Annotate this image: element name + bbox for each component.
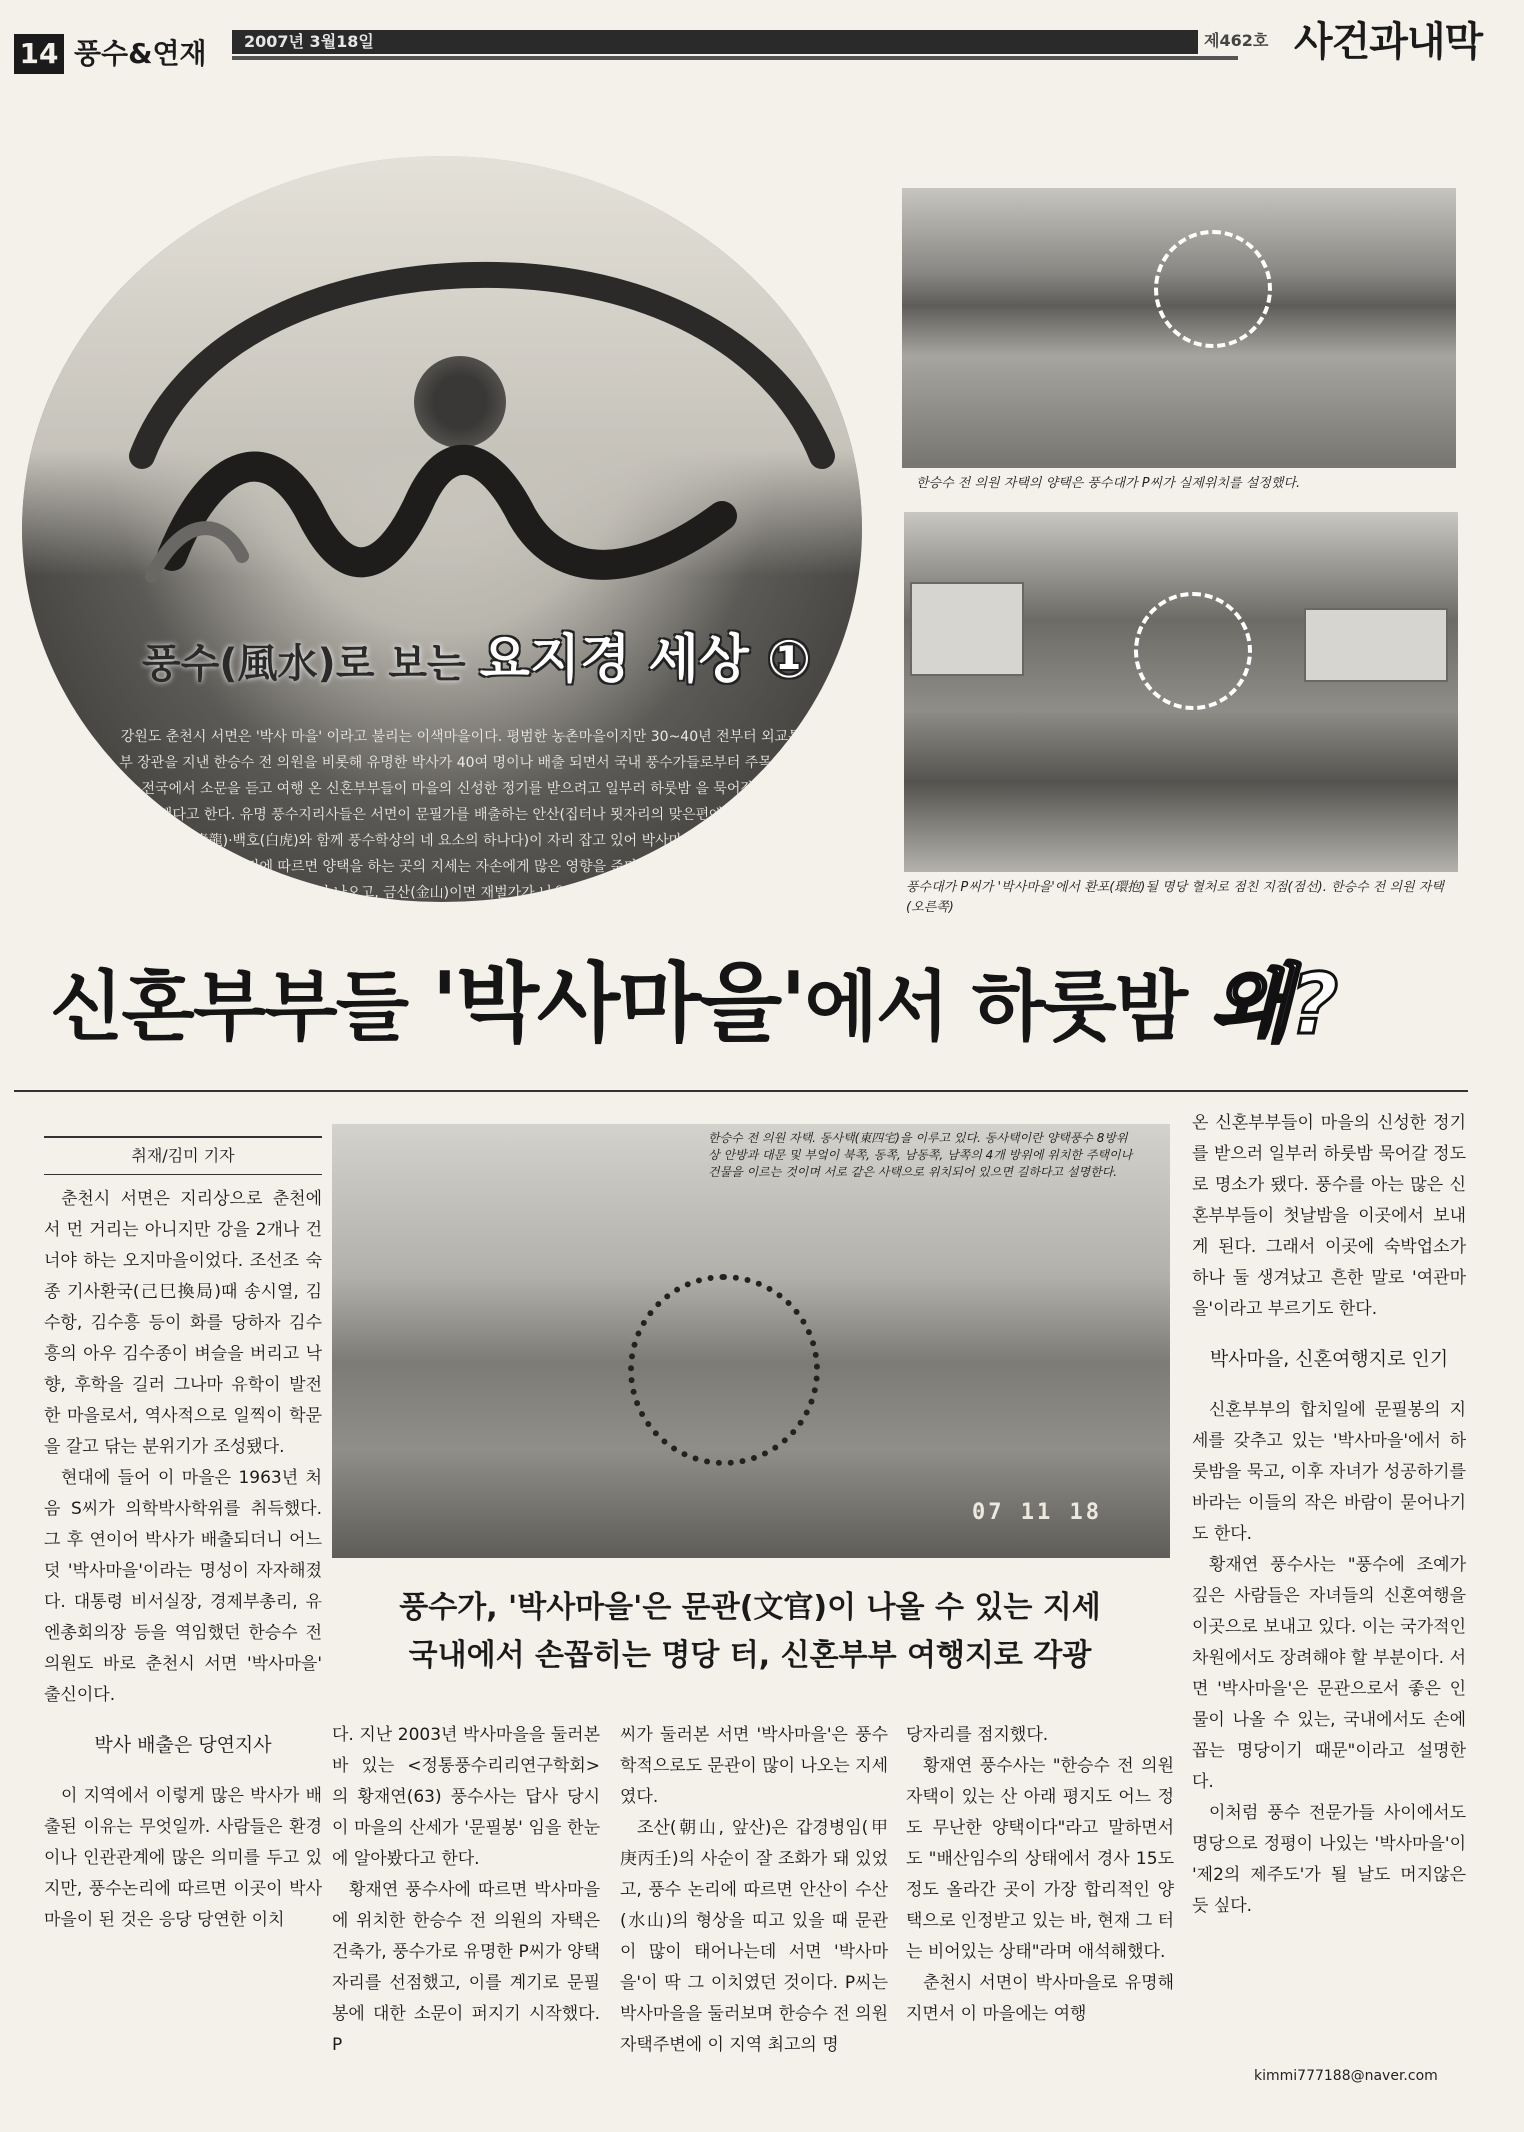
header-rule — [232, 30, 1238, 54]
building-left — [910, 582, 1024, 676]
article-column-4 — [906, 1720, 1174, 2030]
headline-rule — [14, 1090, 1468, 1092]
article-column-5 — [1192, 1108, 1466, 1922]
headline-part1: 신혼부부들 — [50, 962, 408, 1051]
paragraph: 현대에 들어 이 마을은 1963년 처음 S씨가 의학박사학위를 취득했다. 그 후 연이어 박사가 배출되더니 어느덧 '박사마을'이라는 명성이 자자해졌다. 대통령 비서실장, 경제부총리, 유엔총회의장 등을 역임했던 한승수 전 의원도 바로 춘천시 서면 '박사마을' 출신이다. — [44, 1468, 322, 1705]
photo-riverside-view — [332, 1124, 1170, 1558]
headline-part3: 에서 하룻밤 — [804, 962, 1187, 1051]
feature-title — [142, 630, 812, 690]
photo1-caption: 한승수 전 의원 자택의 양택은 풍수대가 P씨가 실제위치를 설정했다. — [916, 476, 1301, 491]
paragraph: 신혼부부의 합치일에 문필봉의 지세를 갖추고 있는 '박사마을'에서 하룻밤을 묵고, 이후 자녀가 성공하기를 바라는 이들의 작은 바람이 묻어나기도 한다. — [1192, 1400, 1466, 1544]
photo3-caption: 한승수 전 의원 자택. 동사택(東四宅)을 이루고 있다. 동사택이란 양택풍수 8방위상 안방과 대문 및 부엌이 북쪽, 동쪽, 남동쪽, 남쪽의 4개 방위에 위치한 주택이나 건물을 이르는 것이며 서로 같은 사택으로 위치되어 있으면 길하다고 설명한다. — [708, 1131, 1133, 1179]
paragraph: 조산(朝山, 앞산)은 갑경병임(甲庚丙壬)의 사순이 잘 조화가 돼 있었고, 풍수 논리에 따르면 안산이 수산(水山)의 형상을 띠고 있을 때 문관이 많이 태어나는데 서면 '박사마을'이 딱 그 이치였던 것이다. P씨는 박사마을을 둘러보며 한승수 전 의원 자택주변에 이 지역 최고의 명 — [620, 1818, 888, 2055]
feature-circle-image — [22, 156, 862, 902]
subheadline — [360, 1584, 1140, 1680]
paragraph: 다. 지난 2003년 박사마을을 둘러본 바 있는 <정통풍수리리연구학회>의 황재연(63) 풍수사는 답사 당시 이 마을의 산세가 '문필봉' 임을 한눈에 알아봤다고 한다. — [332, 1725, 600, 1869]
column-subhead: 박사 배출은 당연지사 — [94, 1734, 272, 1756]
headline-why: 왜? — [1210, 955, 1337, 1053]
paragraph: 춘천시 서면이 박사마을로 유명해지면서 이 마을에는 여행 — [906, 1973, 1174, 2024]
article-column-2 — [332, 1720, 600, 2061]
newspaper-name: 사건과내막 — [1294, 19, 1483, 65]
paragraph: 춘천시 서면은 지리상으로 춘천에서 먼 거리는 아니지만 강을 2개나 건너야 하는 오지마을이었다. 조선조 숙종 기사환국(己巳換局)때 송시열, 김수항, 김수흥 등이 화를 당하자 김수흥의 아우 김수종이 벼슬을 버리고 낙향, 후학을 길러 그나마 유학이 발전한 마을로서, 역사적으로 일찍이 학문을 갈고 닦는 분위기가 조성됐다. — [44, 1189, 322, 1457]
reporter-email: kimmi777188@naver.com — [1254, 2068, 1438, 2084]
paragraph: 황재연 풍수사는 "한승수 전 의원 자택이 있는 산 아래 평지도 어느 정도 무난한 양택이다"라고 말하면서도 "배산임수의 상태에서 경사 15도 정도 올라간 곳이 가장 합리적인 양택으로 인정받고 있는 바, 현재 그 터는 비어있는 상태"라며 애석해했다. — [906, 1756, 1174, 1962]
article-column-3 — [620, 1720, 888, 2061]
paragraph: 이처럼 풍수 전문가들 사이에서도 명당으로 정평이 나있는 '박사마을'이 '제2의 제주도'가 될 날도 머지않은 듯 싶다. — [1192, 1803, 1466, 1916]
paragraph: 씨가 둘러본 서면 '박사마을'은 풍수학적으로도 문관이 많이 나오는 지세였다. — [620, 1725, 888, 1807]
paragraph: 황재연 풍수사에 따르면 박사마을에 위치한 한승수 전 의원의 자택은 건축가, 풍수가로 유명한 P씨가 양택 자리를 선점했고, 이를 계기로 문필봉에 대한 소문이 퍼지기 시작했다. P — [332, 1880, 600, 2055]
subheadline-line1: 풍수가, '박사마을'은 문관(文官)이 나올 수 있는 지세 — [399, 1590, 1101, 1625]
feature-intro: 강원도 춘천시 서면은 '박사 마을' 이라고 불리는 이색마을이다. 평범한 농촌마을이지만 30~40년 전부터 외교통상부 장관을 지낸 한승수 전 의원을 비롯해 유명한 박사가 40여 명이나 배출 되면서 국내 풍수가들로부터 주목을 받았다. 전국에서 소문을 듣고 여행 온 신혼부부들이 마을의 신성한 정기를 받으려고 일부러 하룻밤 을 묵어갈 정도로 명소가 됐다고 한다. 유명 풍수지리사들은 서면이 문필가를 배출하는 안산(집터나 묏자리의 맞은편에 있는 산- 주산(主山)·청룡(靑龍)·백호(白虎)와 함께 풍수학상의 네 요소의 하나다)이 자리 잡고 있어 박사마을로 거듭날 수 있었다고 설명한다. 풍수 논리에 따르면 양택을 하는 곳의 지세는 자손에게 많은 영향을 준다. 안산이 수산(水山)의 형상을 띠고 있을 때 문필가가 많이 나오고, 금산(金山)이면 재벌가가 나온다고 풍수가들 사이에서 전해진다. — [118, 729, 818, 901]
headline-part2: '박사마을' — [431, 954, 805, 1054]
issue-number: 제462호 — [1198, 28, 1274, 54]
feature-title-main: 요지경 세상 ① — [479, 630, 812, 690]
feature-title-prefix: 풍수(風水)로 보는 — [142, 641, 466, 687]
byline: 취재/김미 기자 — [44, 1136, 322, 1175]
paragraph: 온 신혼부부들이 마을의 신성한 정기를 받으러 일부러 하룻밤 묵어갈 정도로 명소가 됐다. 풍수를 아는 많은 신혼부부들이 첫날밤을 이곳에서 보내게 된다. 그래서 이곳에 숙박업소가 하나 둘 생겨났고 흔한 말로 '여관마을'이라고 부르기도 한다. — [1192, 1113, 1466, 1319]
house-right — [1304, 608, 1448, 682]
article-column-1 — [44, 1184, 322, 1936]
dotted-circle-marker — [628, 1274, 820, 1466]
header-rule-thin — [232, 56, 1238, 60]
photo-date-stamp: 07 11 18 — [972, 1500, 1102, 1525]
page-number: 14 — [14, 34, 64, 74]
headline — [50, 954, 1336, 1057]
paragraph: 당자리를 점지했다. — [906, 1725, 1049, 1745]
dotted-circle-marker — [1134, 592, 1252, 710]
photo-village-site — [904, 512, 1458, 872]
paragraph: 황재연 풍수사는 "풍수에 조예가 깊은 사람들은 자녀들의 신혼여행을 이곳으로 보내고 있다. 이는 국가적인 차원에서도 장려해야 할 부분이다. 서면 '박사마을'은 문관으로서 좋은 인물이 나올 수 있는, 국내에서도 손에 꼽는 명당이기 때문"이라고 설명한다. — [1192, 1555, 1466, 1792]
subheadline-line2: 국내에서 손꼽히는 명당 터, 신혼부부 여행지로 각광 — [408, 1638, 1092, 1673]
column-subhead: 박사마을, 신혼여행지로 인기 — [1209, 1348, 1449, 1370]
photo-house-hillside — [902, 188, 1456, 468]
section-title: 풍수&연재 — [74, 37, 207, 70]
photo2-caption: 풍수대가 P씨가 '박사마을'에서 환포(環抱)될 명당 혈처로 점친 지점(점선). 한승수 전 의원 자택(오른쪽) — [906, 880, 1444, 915]
issue-date: 2007년 3월18일 — [244, 32, 374, 51]
paragraph: 이 지역에서 이렇게 많은 박사가 배출된 이유는 무엇일까. 사람들은 환경이나 인관관계에 많은 의미를 두고 있지만, 풍수논리에 따르면 이곳이 박사마을이 된 것은 응당 당연한 이치 — [44, 1786, 322, 1930]
dotted-circle-marker — [1154, 230, 1272, 348]
